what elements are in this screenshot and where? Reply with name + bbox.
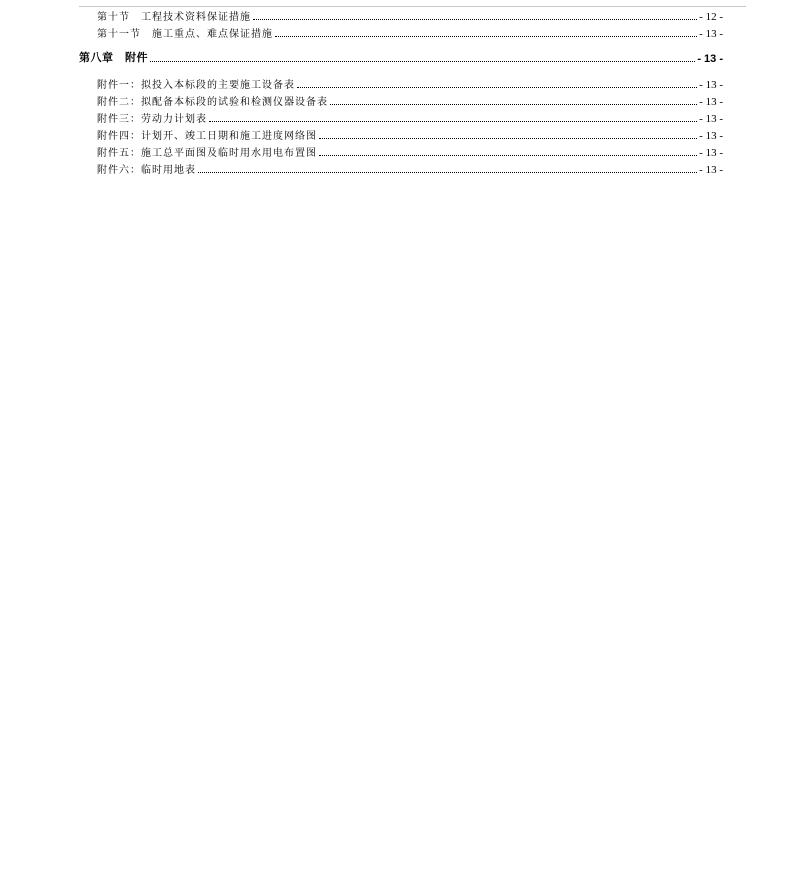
toc-entry-title: 附件四：计划开、竣工日期和施工进度网络图 — [97, 131, 317, 142]
toc-entry-page: - 13 - — [699, 79, 723, 91]
toc-entry-page: - 13 - — [699, 96, 723, 108]
toc-entry-attachment-1[interactable] — [97, 77, 723, 91]
toc-dot-leader — [297, 87, 697, 88]
toc-entry-title: 附件五：施工总平面图及临时用水用电布置图 — [97, 148, 317, 159]
toc-dot-leader — [150, 61, 695, 62]
page-top-border — [79, 6, 746, 7]
toc-entry-attachment-4[interactable] — [97, 128, 723, 142]
toc-entry-page: - 12 - — [699, 11, 723, 23]
toc-entry-section-10[interactable] — [97, 9, 723, 23]
toc-entry-attachment-2[interactable] — [97, 94, 723, 108]
toc-dot-leader — [198, 172, 697, 173]
toc-entry-title: 第十一节 施工重点、难点保证措施 — [97, 29, 273, 40]
toc-entry-page: - 13 - — [699, 130, 723, 142]
toc-dot-leader — [253, 19, 697, 20]
toc-dot-leader — [319, 155, 697, 156]
toc-entry-title: 第八章 附件 — [79, 51, 148, 64]
toc-dot-leader — [330, 104, 697, 105]
toc-entry-title: 附件六：临时用地表 — [97, 165, 196, 176]
toc-entry-title: 附件三：劳动力计划表 — [97, 114, 207, 125]
toc-entry-title: 第十节 工程技术资料保证措施 — [97, 12, 251, 23]
toc-entry-page: - 13 - — [699, 113, 723, 125]
toc-entry-title: 附件二：拟配备本标段的试验和检测仪器设备表 — [97, 97, 328, 108]
toc-entry-page: - 13 - — [699, 147, 723, 159]
toc-dot-leader — [275, 36, 697, 37]
toc-entry-section-11[interactable] — [97, 26, 723, 40]
toc-dot-leader — [319, 138, 697, 139]
toc-entry-attachment-6[interactable] — [97, 162, 723, 176]
toc-entry-chapter-8[interactable] — [79, 51, 723, 65]
toc-entry-page: - 13 - — [699, 28, 723, 40]
toc-dot-leader — [209, 121, 697, 122]
toc-entry-page: - 13 - — [697, 53, 723, 65]
toc-entry-attachment-5[interactable] — [97, 145, 723, 159]
toc-entry-title: 附件一：拟投入本标段的主要施工设备表 — [97, 80, 295, 91]
toc-entry-attachment-3[interactable] — [97, 111, 723, 125]
toc-entry-page: - 13 - — [699, 164, 723, 176]
